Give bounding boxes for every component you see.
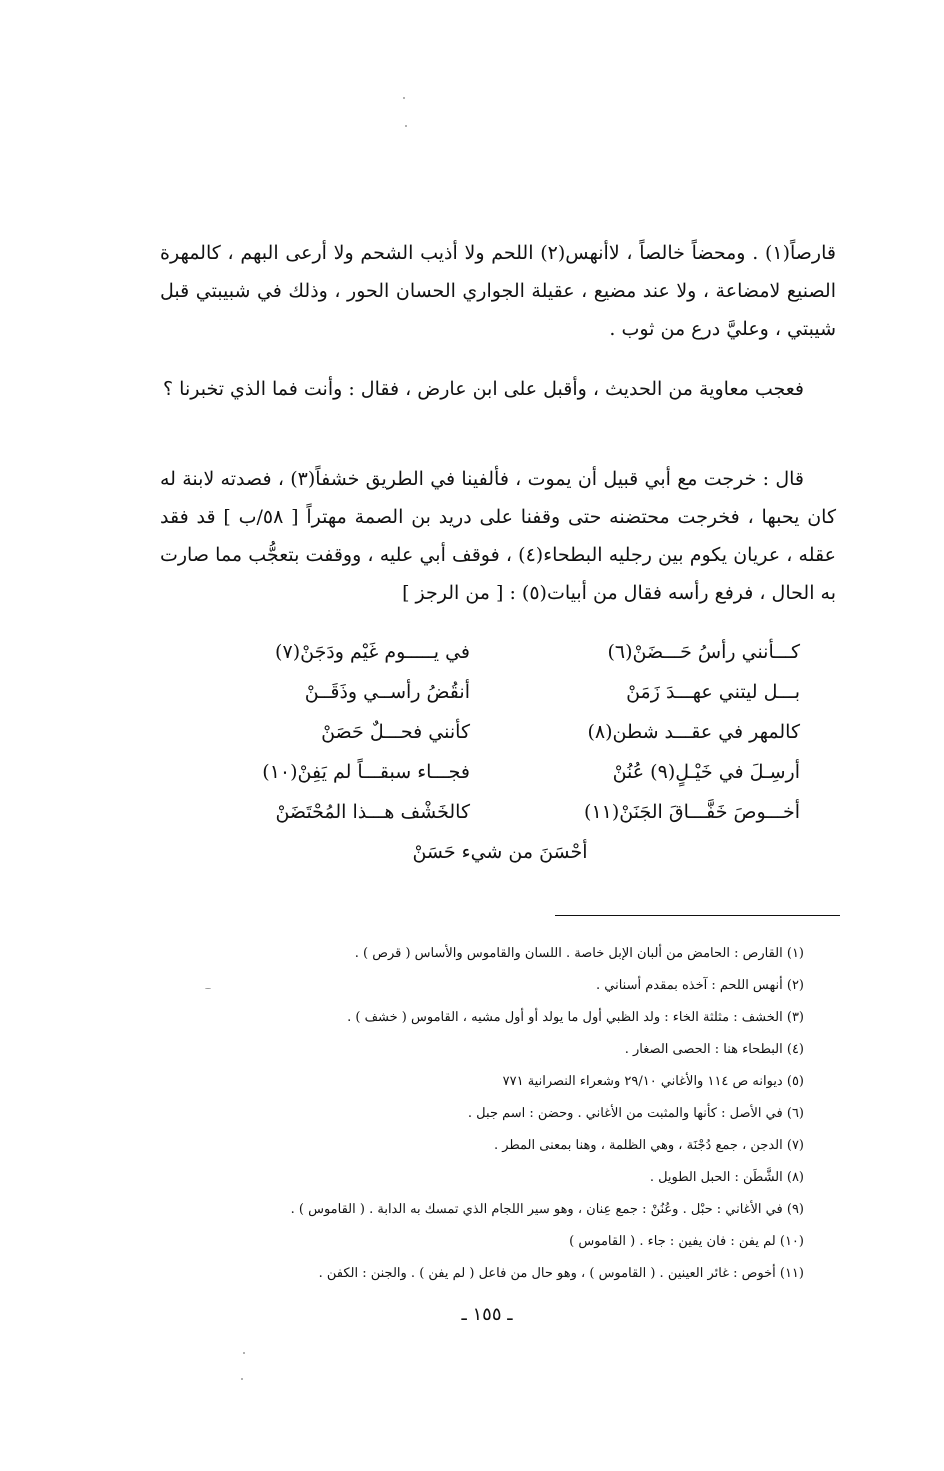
footnote: (٥) ديوانه ص ١١٤ والأغاني ٢٩/١٠ وشعراء النصرانية ٧٧١ xyxy=(502,1074,804,1089)
verse-row xyxy=(200,752,800,792)
paragraph-2: فعجب معاوية من الحديث ، وأقبل على ابن عارض ، فقال : وأنت فما الذي تخبرنا ؟ xyxy=(163,378,804,400)
footnote: (١١) أخوص : غائر العينين . ( القاموس ) ، وهو حال من فاعل ( لم يفن ) . والجنن : الكفن . xyxy=(318,1266,804,1281)
footnote: (٢) أنهس اللحم : آخذه بمقدم أسناني . xyxy=(596,978,804,993)
footnote: (٧) الدجن ، جمع دُجْنَة ، وهي الظلمة ، وهنا بمعنى المطر . xyxy=(493,1138,804,1153)
page-number: ـ ١٥٥ ـ xyxy=(461,1304,513,1325)
scan-speck xyxy=(241,1378,243,1380)
paragraph-3: قال : خرجت مع أبي قبيل أن يموت ، فألفينا في الطريق خشفاً(٣) ، فصدته لابنة له كان يحبها ، فخرجت محتضنه حتى وقفنا على دريد بن الصمة مهتراً [ ٥٨/ب ] قد فقد عقله ، عريان يكوم بين رجليه البطحاء(٤) ، فوقف أبي عليه ، ووقفت بتعجُّب مما صارت به الحال ، فرفع رأسه فقال من أبيات(٥) : [ من الرجز ] xyxy=(160,468,836,604)
verse-first-hemistich: بـــل ليتني عهـــدَ زَمَنْ xyxy=(626,681,800,703)
verse-second-hemistich: أنقُضُ رأســي وذَقَــنْ xyxy=(304,681,470,703)
footnotes-list xyxy=(180,938,804,1290)
verse-second-hemistich: كالخَشْف هـــذا المُحْتَضَنْ xyxy=(275,801,470,823)
verse-first-hemistich: أخـــوصَ خَفَّـــاقَ الجَنَنْ(١١) xyxy=(584,801,800,823)
footnote: (٦) في الأصل : كأنها والمثبت من الأغاني . وحضن : اسم جبل . xyxy=(467,1106,804,1121)
scan-speck xyxy=(205,988,211,989)
paragraph-1: قارصاً(١) . ومحضاً خالصاً ، لاأنهس(٢) اللحم ولا أذيب الشحم ولا أرعى البهم ، كالمهرة الصنيع لامضاعة ، ولا عند مضيع ، عقيلة الجواري الحسان الحور ، وذلك في شبيبتي قبل شيبتي ، وعليَّ درع من ثوب . xyxy=(160,242,836,340)
verse-second-hemistich: في يـــــوم غَيْم ودَجَنْ(٧) xyxy=(275,641,470,663)
verse-first-hemistich: كـــأنني رأسُ حَـــضَنْ(٦) xyxy=(607,641,800,663)
footnote: (٩) في الأغاني : حبْل . وعُنُنْ : جمع عِنان ، وهو سير اللجام الذي تمسك به الدابة . ( القاموس ) . xyxy=(290,1202,804,1217)
footnote: (٨) الشَّطَن : الحبل الطويل . xyxy=(649,1170,804,1185)
verse-first-hemistich: كالمهر في عقـــد شطن(٨) xyxy=(587,721,800,743)
verse-row xyxy=(200,632,800,672)
verse-first-hemistich: أرسِـلَ في خَيْـلٍ(٩) عُنُنْ xyxy=(612,761,800,783)
scan-speck xyxy=(405,125,407,127)
verse-row xyxy=(200,792,800,832)
verse-second-hemistich: فجـــاء سبقـــاً لم يَفِنْ(١٠) xyxy=(262,761,470,783)
poem-block xyxy=(200,632,800,872)
verse-final-line: أحْسَنَ من شيء حَسَنْ xyxy=(412,841,588,863)
footnote: (١) القارص : الحامض من ألبان الإبل خاصة . اللسان والقاموس والأساس ( قرص ) . xyxy=(354,946,804,961)
verse-row xyxy=(200,712,800,752)
footnote: (٣) الخشف : مثلثة الخاء : ولد الظبي أول ما يولد أو أول مشيه ، القاموس ( خشف ) . xyxy=(347,1010,804,1025)
scan-speck xyxy=(403,97,405,99)
scan-speck xyxy=(243,1352,245,1354)
footnote: (١٠) لم يفن : فان يفين : جاء . ( القاموس ) xyxy=(569,1234,804,1249)
footnote-separator xyxy=(555,915,840,916)
verse-row xyxy=(200,672,800,712)
verse-second-hemistich: كأنني فحـــلٌ حَصَنْ xyxy=(321,721,470,743)
footnote: (٤) البطحاء هنا : الحصى الصغار . xyxy=(624,1042,804,1057)
